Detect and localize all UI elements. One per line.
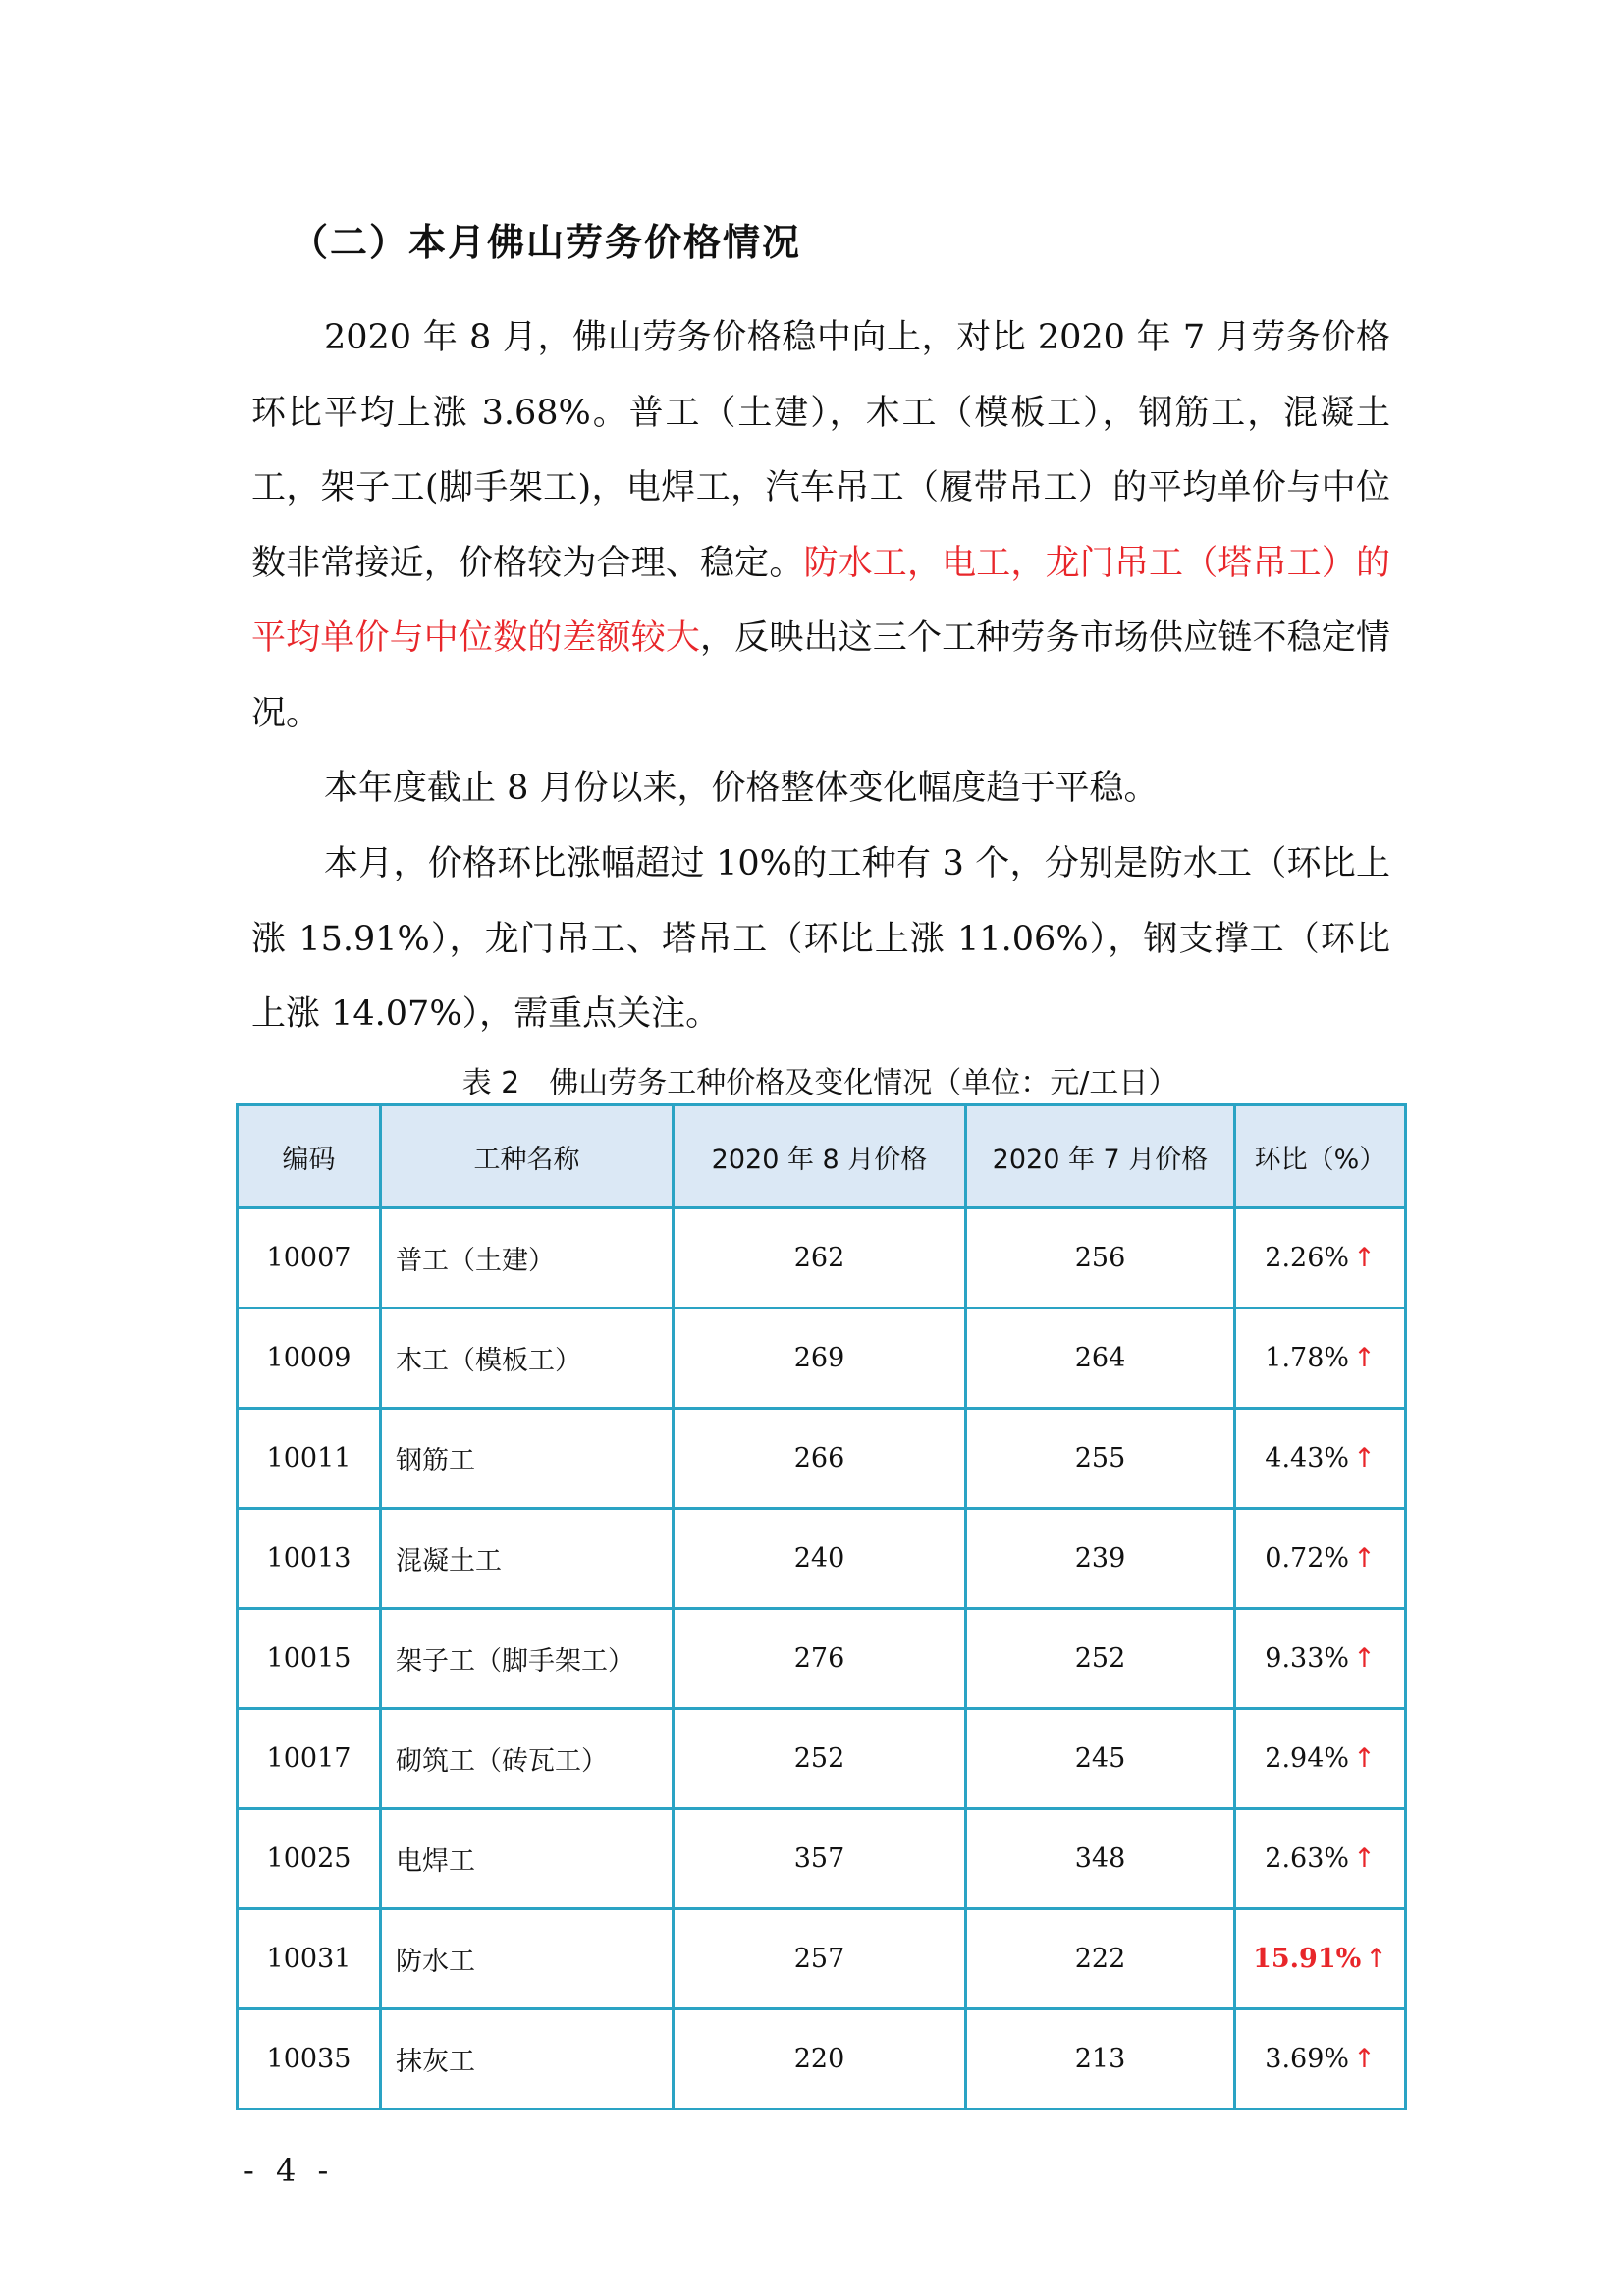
paragraph-price-overview	[251, 300, 1390, 751]
table-row	[238, 1709, 1406, 1809]
cell-aug-price: 357	[674, 1809, 966, 1909]
cell-code: 10035	[238, 2009, 381, 2109]
paragraph-high-increase: 本月，价格环比涨幅超过 10%的工种有 3 个，分别是防水工（环比上涨 15.91%），龙门吊工、塔吊工（环比上涨 11.06%），钢支撑工（环比上涨 14.07%），需重点关注。	[251, 844, 1390, 1034]
up-arrow-icon: ↑	[1365, 1944, 1387, 1974]
header-jul-price: 2020 年 7 月价格	[966, 1105, 1235, 1208]
change-value: 3.69%	[1265, 2044, 1350, 2074]
cell-jul-price: 213	[966, 2009, 1235, 2109]
cell-code: 10011	[238, 1409, 381, 1509]
cell-aug-price: 266	[674, 1409, 966, 1509]
change-value: 2.94%	[1265, 1743, 1350, 1774]
up-arrow-icon: ↑	[1353, 1443, 1376, 1473]
section-heading: （二）本月佛山劳务价格情况	[291, 221, 802, 264]
cell-trade-name: 防水工	[381, 1909, 674, 2009]
cell-change	[1235, 1909, 1406, 2009]
cell-jul-price: 222	[966, 1909, 1235, 2009]
change-value: 2.63%	[1265, 1843, 1350, 1874]
cell-trade-name: 普工（土建）	[381, 1208, 674, 1308]
cell-code: 10015	[238, 1609, 381, 1709]
table-row	[238, 1909, 1406, 2009]
cell-trade-name: 架子工（脚手架工）	[381, 1609, 674, 1709]
table-caption: 表 2 佛山劳务工种价格及变化情况（单位：元/工日）	[461, 1066, 1178, 1100]
paragraph-highlight-text: 防水工，电工，龙门吊工（塔吊工）的平均单价与中位数的差额较大	[251, 543, 1390, 658]
paragraph-intro-text: 2020 年 8 月，佛山劳务价格稳中向上，对比 2020 年 7 月劳务价格环比平均上涨 3.68%。普工（土建），木工（模板工），钢筋工，混凝土工，架子工(脚手架工)，电焊工，汽车吊工（履带吊工）的平均单价与中位数非常接近，价格较为合理、稳定。	[251, 318, 1390, 583]
cell-jul-price: 255	[966, 1409, 1235, 1509]
cell-aug-price: 276	[674, 1609, 966, 1709]
cell-change	[1235, 1809, 1406, 1909]
change-value: 4.43%	[1265, 1443, 1350, 1473]
table-row	[238, 1809, 1406, 1909]
table-row	[238, 2009, 1406, 2109]
up-arrow-icon: ↑	[1353, 1643, 1376, 1674]
cell-trade-name: 混凝土工	[381, 1509, 674, 1609]
header-change: 环比（%）	[1235, 1105, 1406, 1208]
cell-aug-price: 262	[674, 1208, 966, 1308]
cell-change	[1235, 1609, 1406, 1709]
up-arrow-icon: ↑	[1353, 1243, 1376, 1273]
cell-aug-price: 240	[674, 1509, 966, 1609]
cell-change	[1235, 1208, 1406, 1308]
table-row	[238, 1208, 1406, 1308]
cell-jul-price: 239	[966, 1509, 1235, 1609]
cell-code: 10013	[238, 1509, 381, 1609]
table-row	[238, 1308, 1406, 1409]
up-arrow-icon: ↑	[1353, 1543, 1376, 1574]
cell-jul-price: 252	[966, 1609, 1235, 1709]
header-aug-price: 2020 年 8 月价格	[674, 1105, 966, 1208]
change-value: 15.91%	[1253, 1944, 1362, 1974]
cell-change	[1235, 1409, 1406, 1509]
cell-change	[1235, 1308, 1406, 1409]
page-number: - 4 -	[244, 2152, 335, 2189]
cell-change	[1235, 1509, 1406, 1609]
cell-code: 10025	[238, 1809, 381, 1909]
cell-change	[1235, 2009, 1406, 2109]
cell-jul-price: 348	[966, 1809, 1235, 1909]
change-value: 1.78%	[1265, 1343, 1350, 1373]
cell-jul-price: 264	[966, 1308, 1235, 1409]
cell-jul-price: 256	[966, 1208, 1235, 1308]
up-arrow-icon: ↑	[1353, 2044, 1376, 2074]
table-header-row	[238, 1105, 1406, 1208]
paragraph-annual-trend: 本年度截止 8 月份以来，价格整体变化幅度趋于平稳。	[324, 769, 1159, 808]
price-table	[236, 1103, 1407, 2110]
cell-trade-name: 电焊工	[381, 1809, 674, 1909]
up-arrow-icon: ↑	[1353, 1843, 1376, 1874]
cell-trade-name: 砌筑工（砖瓦工）	[381, 1709, 674, 1809]
cell-aug-price: 252	[674, 1709, 966, 1809]
table-row	[238, 1509, 1406, 1609]
cell-aug-price: 257	[674, 1909, 966, 2009]
cell-change	[1235, 1709, 1406, 1809]
change-value: 0.72%	[1265, 1543, 1350, 1574]
cell-code: 10031	[238, 1909, 381, 2009]
table-row	[238, 1409, 1406, 1509]
cell-code: 10009	[238, 1308, 381, 1409]
change-value: 2.26%	[1265, 1243, 1350, 1273]
cell-trade-name: 抹灰工	[381, 2009, 674, 2109]
cell-code: 10017	[238, 1709, 381, 1809]
cell-trade-name: 木工（模板工）	[381, 1308, 674, 1409]
cell-jul-price: 245	[966, 1709, 1235, 1809]
cell-trade-name: 钢筋工	[381, 1409, 674, 1509]
header-code: 编码	[238, 1105, 381, 1208]
up-arrow-icon: ↑	[1353, 1343, 1376, 1373]
cell-code: 10007	[238, 1208, 381, 1308]
change-value: 9.33%	[1265, 1643, 1350, 1674]
paragraph-conclusion-text: ，反映出这三个工种劳务市场供应链不稳定情况。	[251, 618, 1390, 733]
up-arrow-icon: ↑	[1353, 1743, 1376, 1774]
table-row	[238, 1609, 1406, 1709]
cell-aug-price: 269	[674, 1308, 966, 1409]
header-trade-name: 工种名称	[381, 1105, 674, 1208]
cell-aug-price: 220	[674, 2009, 966, 2109]
